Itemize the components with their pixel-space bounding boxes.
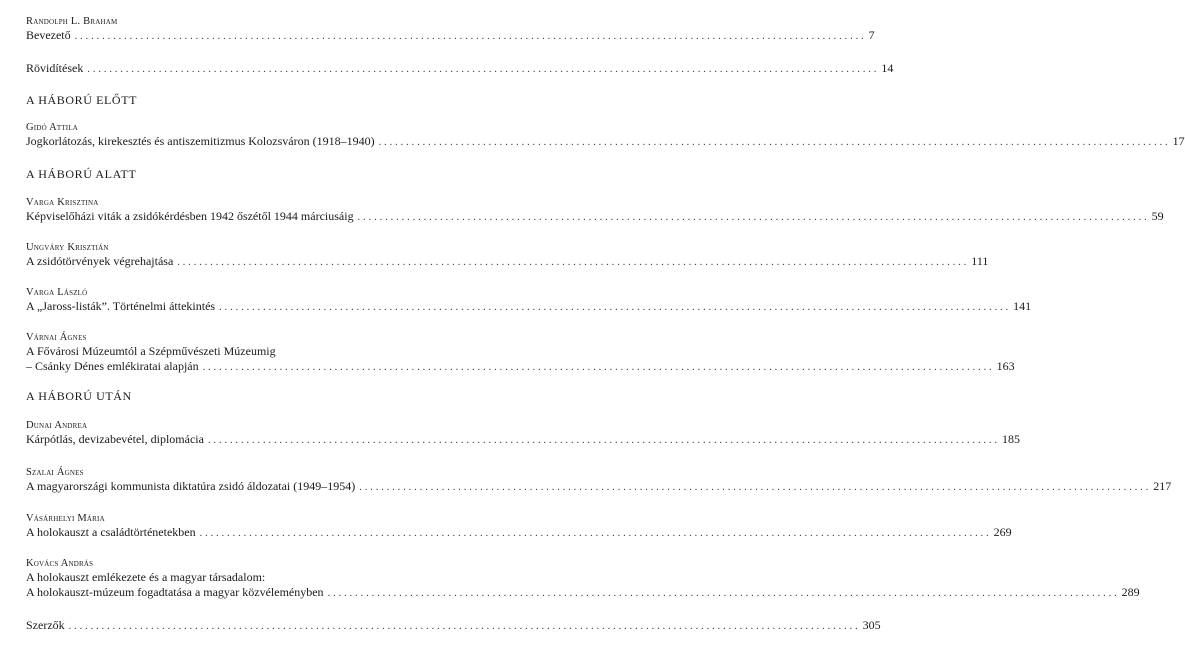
toc-entry-varnai: [26, 332, 1015, 375]
toc-page-number: 14: [881, 61, 894, 75]
toc-title: A „Jaross-listák”. Történelmi áttekintés: [26, 299, 216, 313]
toc-page-number: 59: [1151, 209, 1164, 223]
toc-title: Kárpótlás, devizabevétel, diplomácia: [26, 432, 204, 446]
toc-page-number: 269: [993, 525, 1012, 539]
toc-page-number: 111: [971, 254, 989, 268]
leader-dots: ................................................................................................................................................: [219, 302, 1012, 313]
toc-title-line: A Fővárosi Múzeumtól a Szépművészeti Múzeumig: [26, 344, 276, 358]
toc-page-number: 305: [862, 618, 881, 632]
toc-entry-kovacs: [26, 558, 1140, 601]
toc-title-line: A holokauszt-múzeum fogadtatása a magyar közvéleményben: [26, 585, 324, 599]
toc-entry-ungvary: [26, 242, 989, 270]
toc-title: Rövidítések: [26, 61, 84, 75]
leader-dots: ................................................................................................................................................: [74, 31, 867, 42]
leader-dots: ................................................................................................................................................: [327, 588, 1120, 599]
toc-title: Képviselőházi viták a zsidókérdésben 1942 őszétől 1944 márciusáig: [26, 209, 354, 223]
toc-page-number: 185: [1001, 432, 1020, 446]
leader-dots: ................................................................................................................................................: [357, 212, 1150, 223]
leader-dots: ................................................................................................................................................: [207, 435, 1000, 446]
leader-dots: ................................................................................................................................................: [87, 64, 880, 75]
toc-title: Szerzők: [26, 618, 65, 632]
toc-author: Vásárhelyi Mária: [26, 513, 105, 524]
toc-author: Randolph L. Braham: [26, 16, 118, 27]
leader-dots: ................................................................................................................................................: [378, 137, 1171, 148]
leader-dots: ................................................................................................................................................: [68, 621, 861, 632]
leader-dots: ................................................................................................................................................: [177, 257, 970, 268]
section-heading-after-war: A HÁBORÚ UTÁN: [26, 389, 132, 403]
leader-dots: ................................................................................................................................................: [202, 362, 995, 373]
toc-title: A zsidótörvények végrehajtása: [26, 254, 174, 268]
toc-entry-vasarhelyi: [26, 513, 1012, 541]
leader-dots: ................................................................................................................................................: [199, 528, 992, 539]
toc-entry-authors: [26, 618, 881, 634]
toc-author: Dunai Andrea: [26, 420, 88, 431]
section-heading-before-war: A HÁBORÚ ELŐTT: [26, 93, 138, 107]
toc-author: Varga Krisztina: [26, 197, 99, 208]
toc-entry-introduction: [26, 16, 875, 44]
toc-author: Varga László: [26, 287, 88, 298]
toc-title: A magyarországi kommunista diktatúra zsidó áldozatai (1949–1954): [26, 479, 356, 493]
toc-author: Kovács András: [26, 558, 94, 569]
toc-page-number: 17: [1172, 134, 1185, 148]
toc-page-number: 163: [996, 359, 1015, 373]
toc-entry-varga-krisztina: [26, 197, 1164, 225]
toc-entry-szalai: [26, 467, 1172, 495]
toc-title: Jogkorlátozás, kirekesztés és antiszemitizmus Kolozsváron (1918–1940): [26, 134, 375, 148]
toc-author: Ungváry Krisztián: [26, 242, 109, 253]
toc-title: Bevezető: [26, 28, 71, 42]
toc-author: Szalai Ágnes: [26, 467, 84, 478]
toc-title: A holokauszt a családtörténetekben: [26, 525, 196, 539]
toc-entry-varga-laszlo: [26, 287, 1032, 315]
toc-page-number: 7: [868, 28, 875, 42]
toc-entry-abbreviations: [26, 61, 894, 77]
leader-dots: ................................................................................................................................................: [359, 482, 1152, 493]
toc-page-number: 141: [1013, 299, 1032, 313]
section-heading-during-war: A HÁBORÚ ALATT: [26, 167, 137, 181]
toc-title-line: – Csánky Dénes emlékiratai alapján: [26, 359, 199, 373]
toc-entry-dunai: [26, 420, 1020, 448]
toc-author: Várnai Ágnes: [26, 332, 87, 343]
toc-page-number: 217: [1153, 479, 1172, 493]
toc-page-number: 289: [1121, 585, 1140, 599]
toc-author: Gidó Attila: [26, 122, 79, 133]
toc-title-line: A holokauszt emlékezete és a magyar társadalom:: [26, 570, 266, 584]
toc-entry-gido: [26, 122, 1185, 150]
